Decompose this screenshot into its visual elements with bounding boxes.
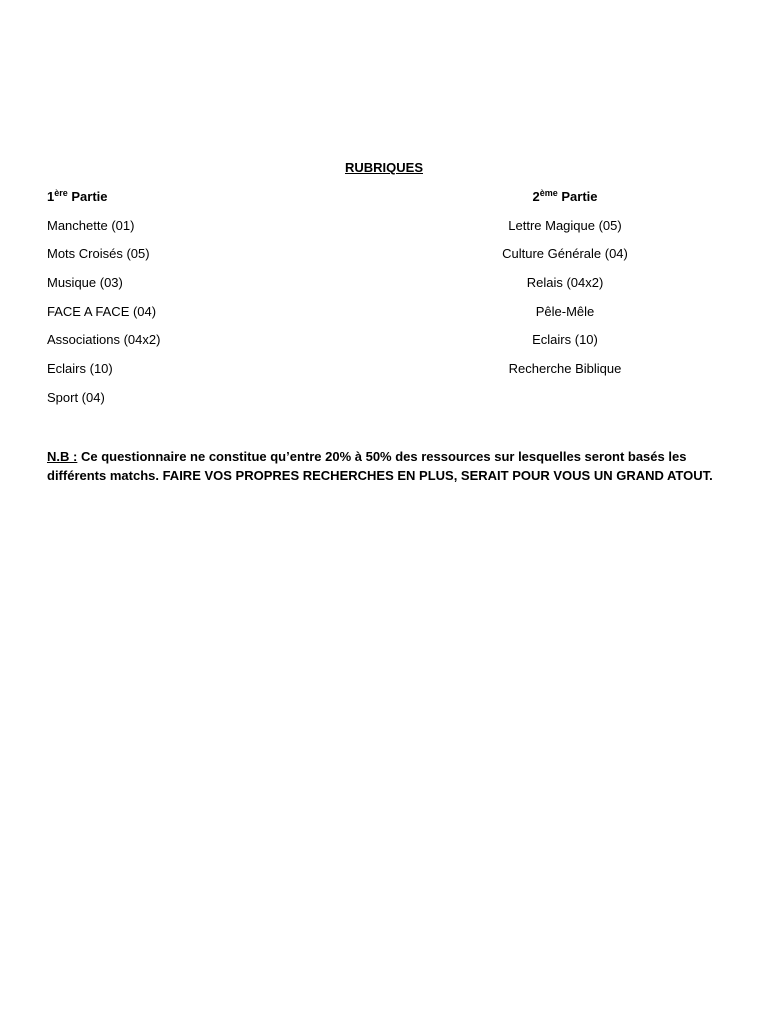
part1-heading-word: Partie [71, 189, 108, 204]
note-paragraph [47, 447, 727, 485]
note-text: Ce questionnaire ne constitue qu’entre 20% à 50% des ressources sur lesquelles seront basés les différents matchs. FAIRE VOS PROPRES RECHERCHES EN PLUS, SERAIT POUR VOUS UN GRAND ATOUT. [47, 449, 713, 483]
part1-item: Sport (04) [47, 389, 105, 405]
part1-item: Eclairs (10) [47, 361, 113, 377]
note-label: N.B : [47, 449, 78, 464]
part1-column [47, 188, 160, 418]
part2-item: Relais (04x2) [526, 275, 604, 291]
part1-item: Manchette (01) [47, 217, 135, 233]
part1-heading-number: 1 [47, 189, 55, 204]
part2-item: Culture Générale (04) [502, 246, 628, 262]
part2-heading-number: 2 [532, 189, 540, 204]
part2-column [480, 188, 650, 389]
part1-item: FACE A FACE (04) [47, 303, 157, 319]
part1-item: Mots Croisés (05) [47, 246, 150, 262]
document-title: RUBRIQUES [344, 160, 423, 175]
part2-item: Lettre Magique (05) [508, 217, 622, 233]
part2-heading [480, 188, 650, 217]
part1-heading-superscript: ère [54, 188, 68, 198]
part2-heading-superscript: ème [539, 188, 558, 198]
part1-item: Musique (03) [47, 275, 123, 291]
part2-item: Pêle-Mêle [535, 303, 595, 319]
part2-item: Recherche Biblique [508, 361, 622, 377]
part2-item: Eclairs (10) [532, 332, 598, 348]
part1-heading [47, 188, 160, 217]
part2-heading-word: Partie [561, 189, 598, 204]
part1-item: Associations (04x2) [47, 332, 161, 348]
